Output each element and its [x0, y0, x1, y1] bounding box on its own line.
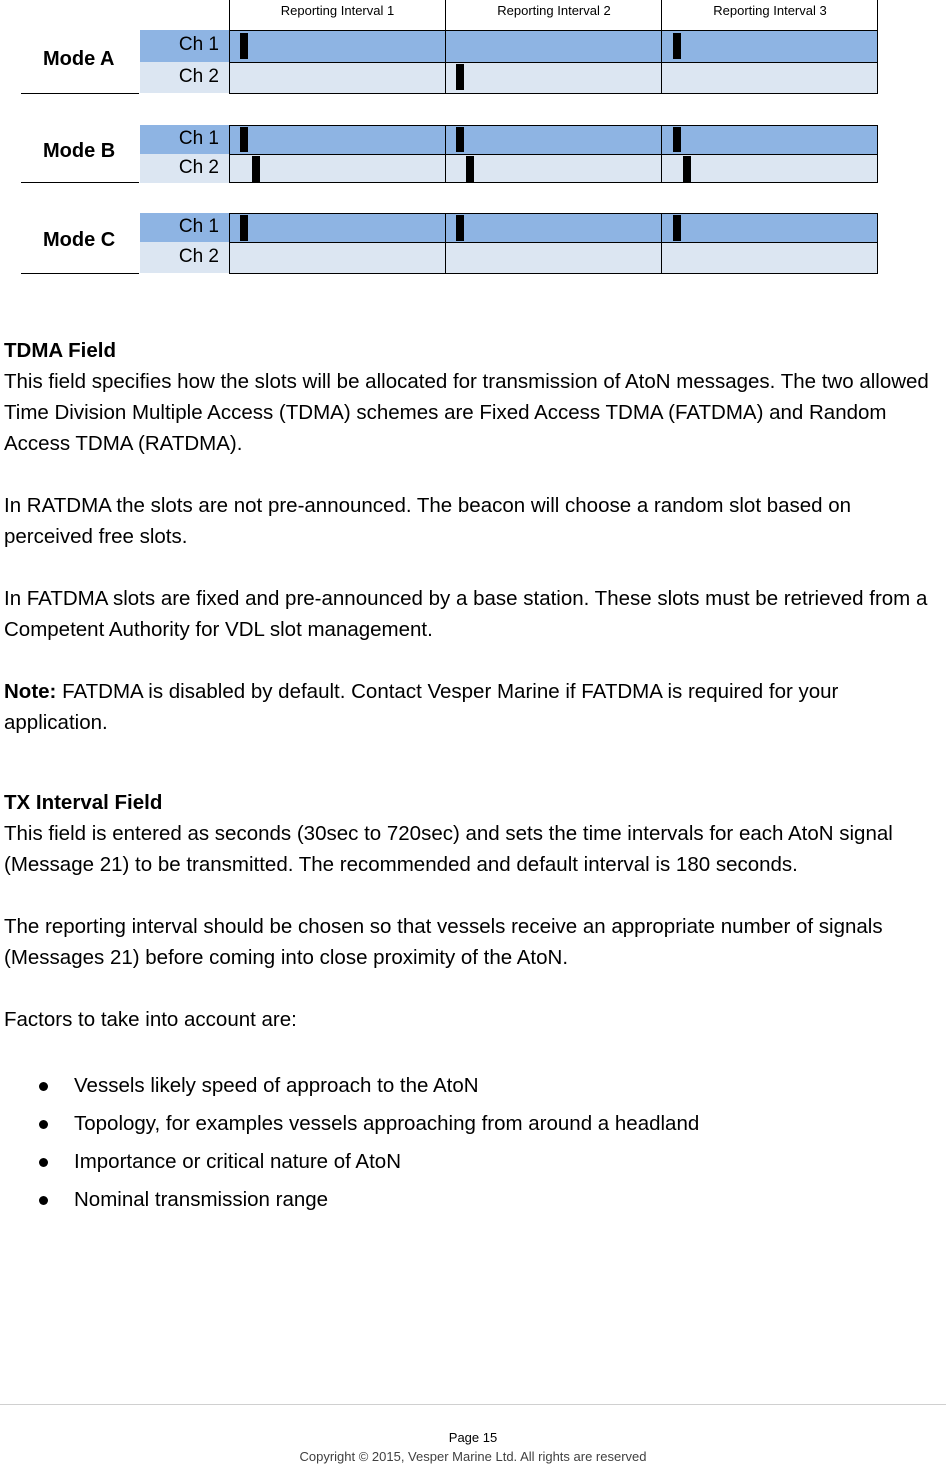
tdma-section — [4, 335, 944, 738]
tx-interval-section — [4, 787, 944, 1035]
mode-a-ch2-label: Ch 2 — [140, 62, 229, 93]
footer-divider — [0, 1404, 946, 1405]
tx-interval-paragraph-2: The reporting interval should be chosen so that vessels receive an appropriate number of signals (Messages 21) before coming into close proximity of the AtoN. — [4, 915, 883, 969]
mode-a-ch1-interval-2 — [446, 30, 662, 62]
mode-a-label: Mode A — [43, 48, 115, 70]
mode-b-ch2-label: Ch 2 — [140, 154, 229, 183]
mode-a-ch2-interval-1 — [229, 62, 446, 94]
transmission-slot-marker — [673, 33, 681, 59]
list-item: Importance or critical nature of AtoN — [30, 1147, 699, 1185]
mode-b-ch1-interval-3 — [662, 125, 878, 154]
copyright-notice: Copyright © 2015, Vesper Marine Ltd. All rights are reserved — [299, 1449, 647, 1464]
mode-a-ch1-interval-3 — [662, 30, 878, 62]
interval-header-1: Reporting Interval 1 — [280, 3, 395, 18]
mode-b-ch1-interval-1 — [229, 125, 446, 154]
list-item: Topology, for examples vessels approaching from around a headland — [30, 1109, 699, 1147]
list-item: Vessels likely speed of approach to the AtoN — [30, 1071, 699, 1109]
tdma-note — [4, 676, 944, 738]
mode-c-ch2-interval-1 — [229, 242, 446, 274]
mode-c-ch2-interval-2 — [446, 242, 662, 274]
interval-header-2: Reporting Interval 2 — [497, 3, 611, 18]
mode-a-ch2-interval-2 — [446, 62, 662, 94]
interval-header-3: Reporting Interval 3 — [713, 3, 827, 18]
mode-b-label: Mode B — [43, 140, 116, 162]
mode-c-ch1-interval-1 — [229, 213, 446, 242]
tdma-paragraph-2: In RATDMA the slots are not pre-announced. The beacon will choose a random slot based on perceived free slots. — [4, 494, 852, 548]
note-label: Note: — [4, 680, 57, 703]
transmission-slot-marker — [683, 156, 691, 183]
tx-interval-paragraph-3: Factors to take into account are: — [4, 1008, 297, 1031]
page-number: Page 15 — [448, 1430, 498, 1445]
mode-b-ch2-interval-2 — [446, 154, 662, 183]
mode-b-ch1-label: Ch 1 — [140, 125, 229, 154]
note-text: FATDMA is disabled by default. Contact Vesper Marine if FATDMA is required for your application. — [4, 680, 839, 734]
transmission-slot-marker — [673, 127, 681, 152]
mode-c-label: Mode C — [43, 229, 116, 251]
mode-b-ch2-interval-1 — [229, 154, 446, 183]
tdma-paragraph-1: This field specifies how the slots will be allocated for transmission of AtoN messages. The two allowed Time Division Multiple Access (TDMA) schemes are Fixed Access TDMA (FATDMA) and Random Access TDMA (RATDMA). — [4, 370, 929, 455]
transmission-slot-marker — [456, 215, 464, 241]
mode-b-ch2-interval-3 — [662, 154, 878, 183]
transmission-slot-marker — [240, 33, 248, 59]
transmission-slot-marker — [240, 215, 248, 241]
mode-b-underline — [21, 182, 139, 183]
bullet-icon — [39, 1196, 48, 1205]
bullet-icon — [39, 1120, 48, 1129]
mode-c-ch2-interval-3 — [662, 242, 878, 274]
mode-c-ch1-interval-2 — [446, 213, 662, 242]
transmission-slot-marker — [456, 127, 464, 152]
transmission-slot-marker — [456, 64, 464, 90]
transmission-slot-marker — [240, 127, 248, 152]
mode-a-underline — [21, 93, 139, 94]
transmission-slot-marker — [466, 156, 474, 183]
mode-c-ch1-label: Ch 1 — [140, 213, 229, 242]
mode-a-ch1-label: Ch 1 — [140, 30, 229, 62]
tdma-paragraph-3: In FATDMA slots are fixed and pre-announced by a base station. These slots must be retrieved from a Competent Authority for VDL slot management. — [4, 587, 928, 641]
bullet-icon — [39, 1158, 48, 1167]
mode-c-ch2-label: Ch 2 — [140, 242, 229, 273]
mode-b-ch1-interval-2 — [446, 125, 662, 154]
mode-a-ch2-interval-3 — [662, 62, 878, 94]
bullet-icon — [39, 1082, 48, 1091]
tx-interval-heading: TX Interval Field — [4, 791, 163, 814]
list-item: Nominal transmission range — [30, 1185, 699, 1223]
mode-c-underline — [21, 273, 139, 274]
tx-interval-paragraph-1: This field is entered as seconds (30sec to 720sec) and sets the time intervals for each AtoN signal (Message 21) to be transmitted. The recommended and default interval is 180 seconds. — [4, 822, 893, 876]
mode-a-ch1-interval-1 — [229, 30, 446, 62]
mode-c-ch1-interval-3 — [662, 213, 878, 242]
tdma-heading: TDMA Field — [4, 339, 116, 362]
transmission-slot-marker — [252, 156, 260, 183]
transmission-slot-marker — [673, 215, 681, 241]
factors-list — [30, 1071, 699, 1223]
